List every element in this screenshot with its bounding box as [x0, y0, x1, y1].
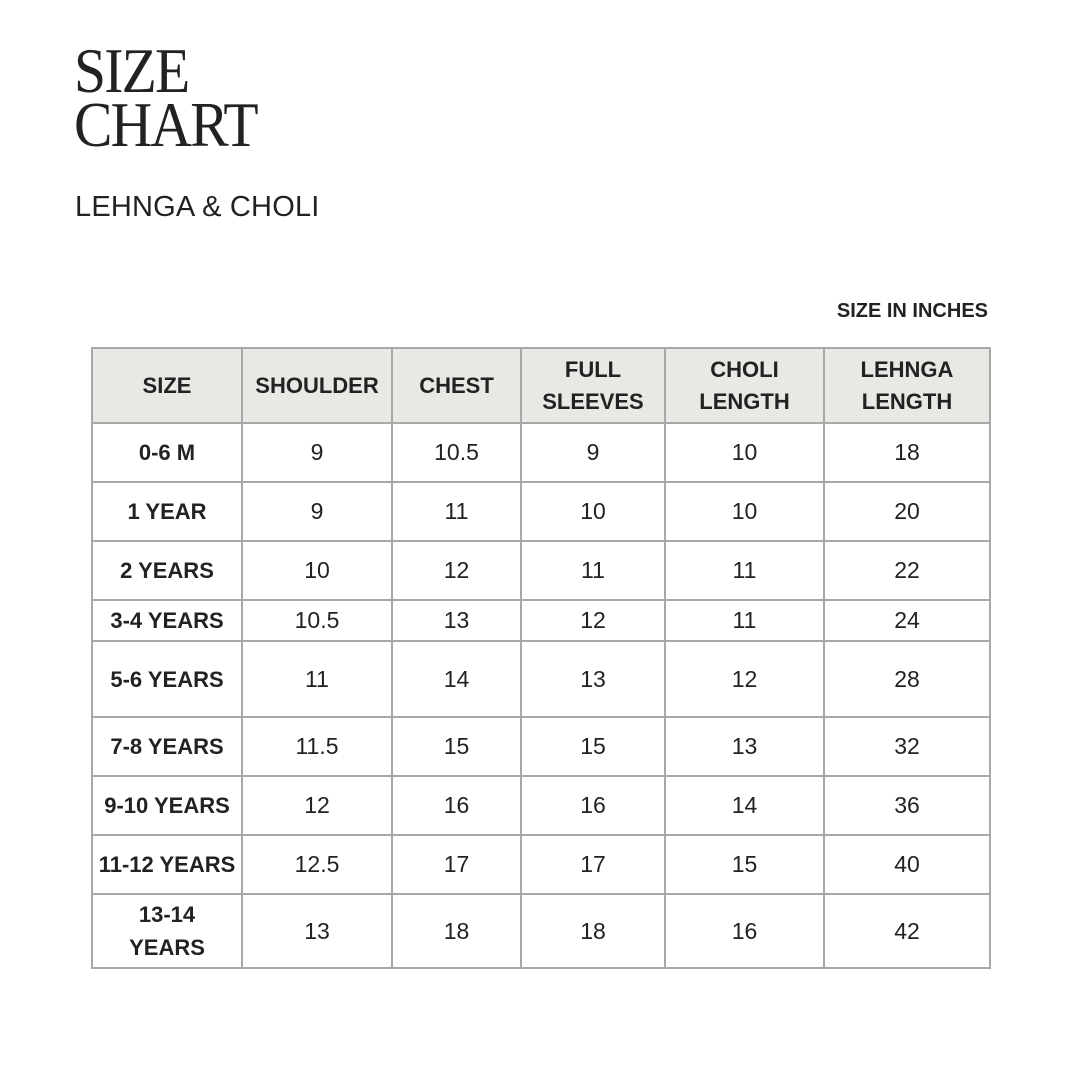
choli-length-cell: 10 [665, 423, 824, 482]
shoulder-cell: 11.5 [242, 717, 392, 776]
chest-cell: 10.5 [392, 423, 521, 482]
size-cell: 1 YEAR [92, 482, 242, 541]
size-cell: 7-8 YEARS [92, 717, 242, 776]
chest-cell: 14 [392, 641, 521, 717]
chest-cell: 18 [392, 894, 521, 968]
full-sleeves-cell: 17 [521, 835, 665, 894]
shoulder-cell: 10.5 [242, 600, 392, 641]
choli-length-cell: 15 [665, 835, 824, 894]
table-row [92, 641, 990, 717]
size-cell: 0-6 M [92, 423, 242, 482]
page-title [74, 35, 257, 160]
table-row [92, 423, 990, 482]
lehnga-length-cell: 24 [824, 600, 990, 641]
size-cell: 3-4 YEARS [92, 600, 242, 641]
column-header-chest: CHEST [392, 348, 521, 423]
table-row [92, 717, 990, 776]
table-header-row [92, 348, 990, 423]
chest-cell: 17 [392, 835, 521, 894]
size-chart-table [91, 347, 991, 969]
table-row [92, 600, 990, 641]
table-row [92, 541, 990, 600]
lehnga-length-cell: 22 [824, 541, 990, 600]
shoulder-cell: 9 [242, 482, 392, 541]
lehnga-length-cell: 28 [824, 641, 990, 717]
lehnga-length-cell: 40 [824, 835, 990, 894]
lehnga-length-cell: 36 [824, 776, 990, 835]
shoulder-cell: 12 [242, 776, 392, 835]
shoulder-cell: 9 [242, 423, 392, 482]
full-sleeves-cell: 18 [521, 894, 665, 968]
table-row [92, 894, 990, 968]
full-sleeves-cell: 12 [521, 600, 665, 641]
column-header-full-sleeves: FULL SLEEVES [521, 348, 665, 423]
full-sleeves-cell: 15 [521, 717, 665, 776]
column-header-shoulder: SHOULDER [242, 348, 392, 423]
choli-length-cell: 16 [665, 894, 824, 968]
lehnga-length-cell: 18 [824, 423, 990, 482]
product-subtitle: LEHNGA & CHOLI [75, 191, 320, 223]
table-row [92, 776, 990, 835]
chest-cell: 13 [392, 600, 521, 641]
shoulder-cell: 13 [242, 894, 392, 968]
choli-length-cell: 11 [665, 600, 824, 641]
size-cell: 9-10 YEARS [92, 776, 242, 835]
title-line-chart: CHART [74, 89, 257, 160]
lehnga-length-cell: 42 [824, 894, 990, 968]
choli-length-cell: 12 [665, 641, 824, 717]
shoulder-cell: 10 [242, 541, 392, 600]
column-header-choli-length: CHOLI LENGTH [665, 348, 824, 423]
table-row [92, 482, 990, 541]
size-cell: 2 YEARS [92, 541, 242, 600]
shoulder-cell: 11 [242, 641, 392, 717]
chest-cell: 11 [392, 482, 521, 541]
chest-cell: 16 [392, 776, 521, 835]
full-sleeves-cell: 9 [521, 423, 665, 482]
size-cell: 11-12 YEARS [92, 835, 242, 894]
chest-cell: 12 [392, 541, 521, 600]
choli-length-cell: 10 [665, 482, 824, 541]
full-sleeves-cell: 10 [521, 482, 665, 541]
chest-cell: 15 [392, 717, 521, 776]
table-row [92, 835, 990, 894]
lehnga-length-cell: 32 [824, 717, 990, 776]
size-cell: 5-6 YEARS [92, 641, 242, 717]
size-cell: 13-14 YEARS [92, 894, 242, 968]
full-sleeves-cell: 16 [521, 776, 665, 835]
choli-length-cell: 13 [665, 717, 824, 776]
units-note: SIZE IN INCHES [836, 300, 988, 322]
title-line-size: SIZE [74, 35, 189, 106]
full-sleeves-cell: 13 [521, 641, 665, 717]
lehnga-length-cell: 20 [824, 482, 990, 541]
column-header-lehnga-length: LEHNGA LENGTH [824, 348, 990, 423]
column-header-size: SIZE [92, 348, 242, 423]
shoulder-cell: 12.5 [242, 835, 392, 894]
full-sleeves-cell: 11 [521, 541, 665, 600]
choli-length-cell: 11 [665, 541, 824, 600]
choli-length-cell: 14 [665, 776, 824, 835]
